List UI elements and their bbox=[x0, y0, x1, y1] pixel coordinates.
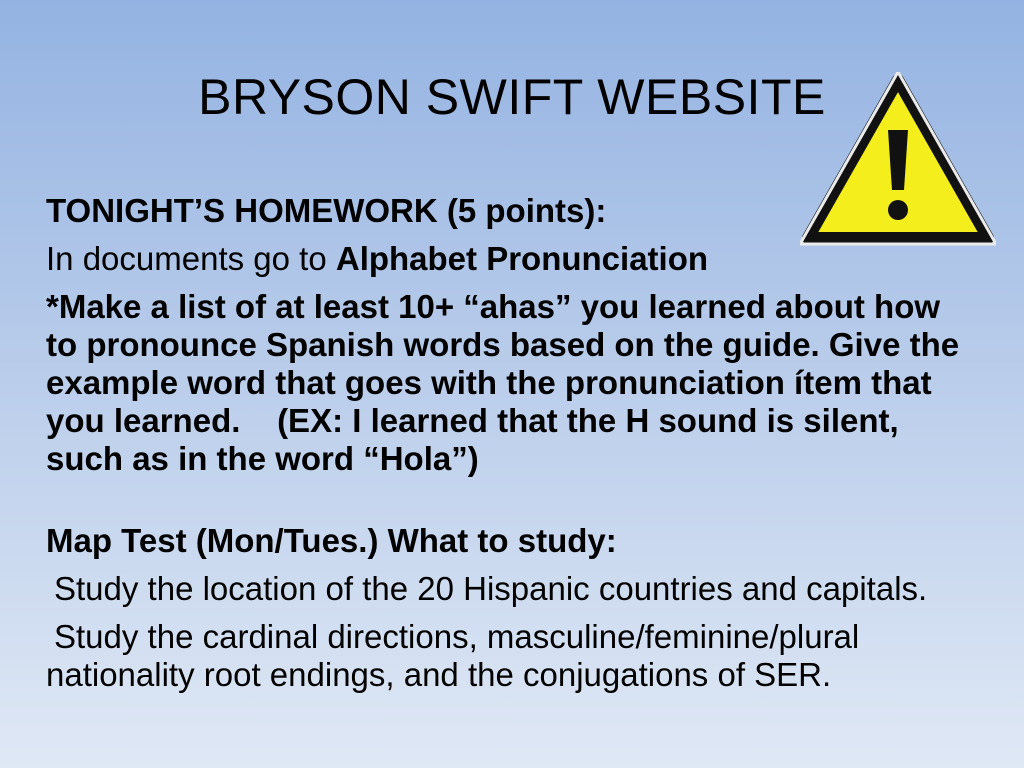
documents-prefix: In documents go to bbox=[46, 240, 336, 277]
map-test-item-countries-text: Study the location of the 20 Hispanic countries and capitals. bbox=[54, 570, 928, 607]
slide-content bbox=[46, 192, 976, 704]
homework-heading: TONIGHT’S HOMEWORK (5 points): bbox=[46, 192, 607, 229]
slide-title: BRYSON SWIFT WEBSITE bbox=[198, 69, 826, 125]
map-test-heading: Map Test (Mon/Tues.) What to study: bbox=[46, 522, 617, 559]
homework-documents-line bbox=[46, 240, 976, 278]
map-test-item-directions-text: Study the cardinal directions, masculine/feminine/plural nationality root endings, and the conjugations of SER. bbox=[46, 618, 860, 693]
map-test-item-directions bbox=[46, 618, 976, 694]
homework-instructions: *Make a list of at least 10+ “ahas” you learned about how to pronounce Spanish words based on the guide. Give the example word that goes with the pronunciation ítem that you learned. (EX: I learned that the H sound is silent, such as in the word “Hola”) bbox=[46, 288, 969, 477]
map-test-item-countries bbox=[46, 570, 976, 608]
alphabet-pronunciation-label: Alphabet Pronunciation bbox=[335, 240, 709, 277]
section-spacer bbox=[46, 488, 976, 522]
